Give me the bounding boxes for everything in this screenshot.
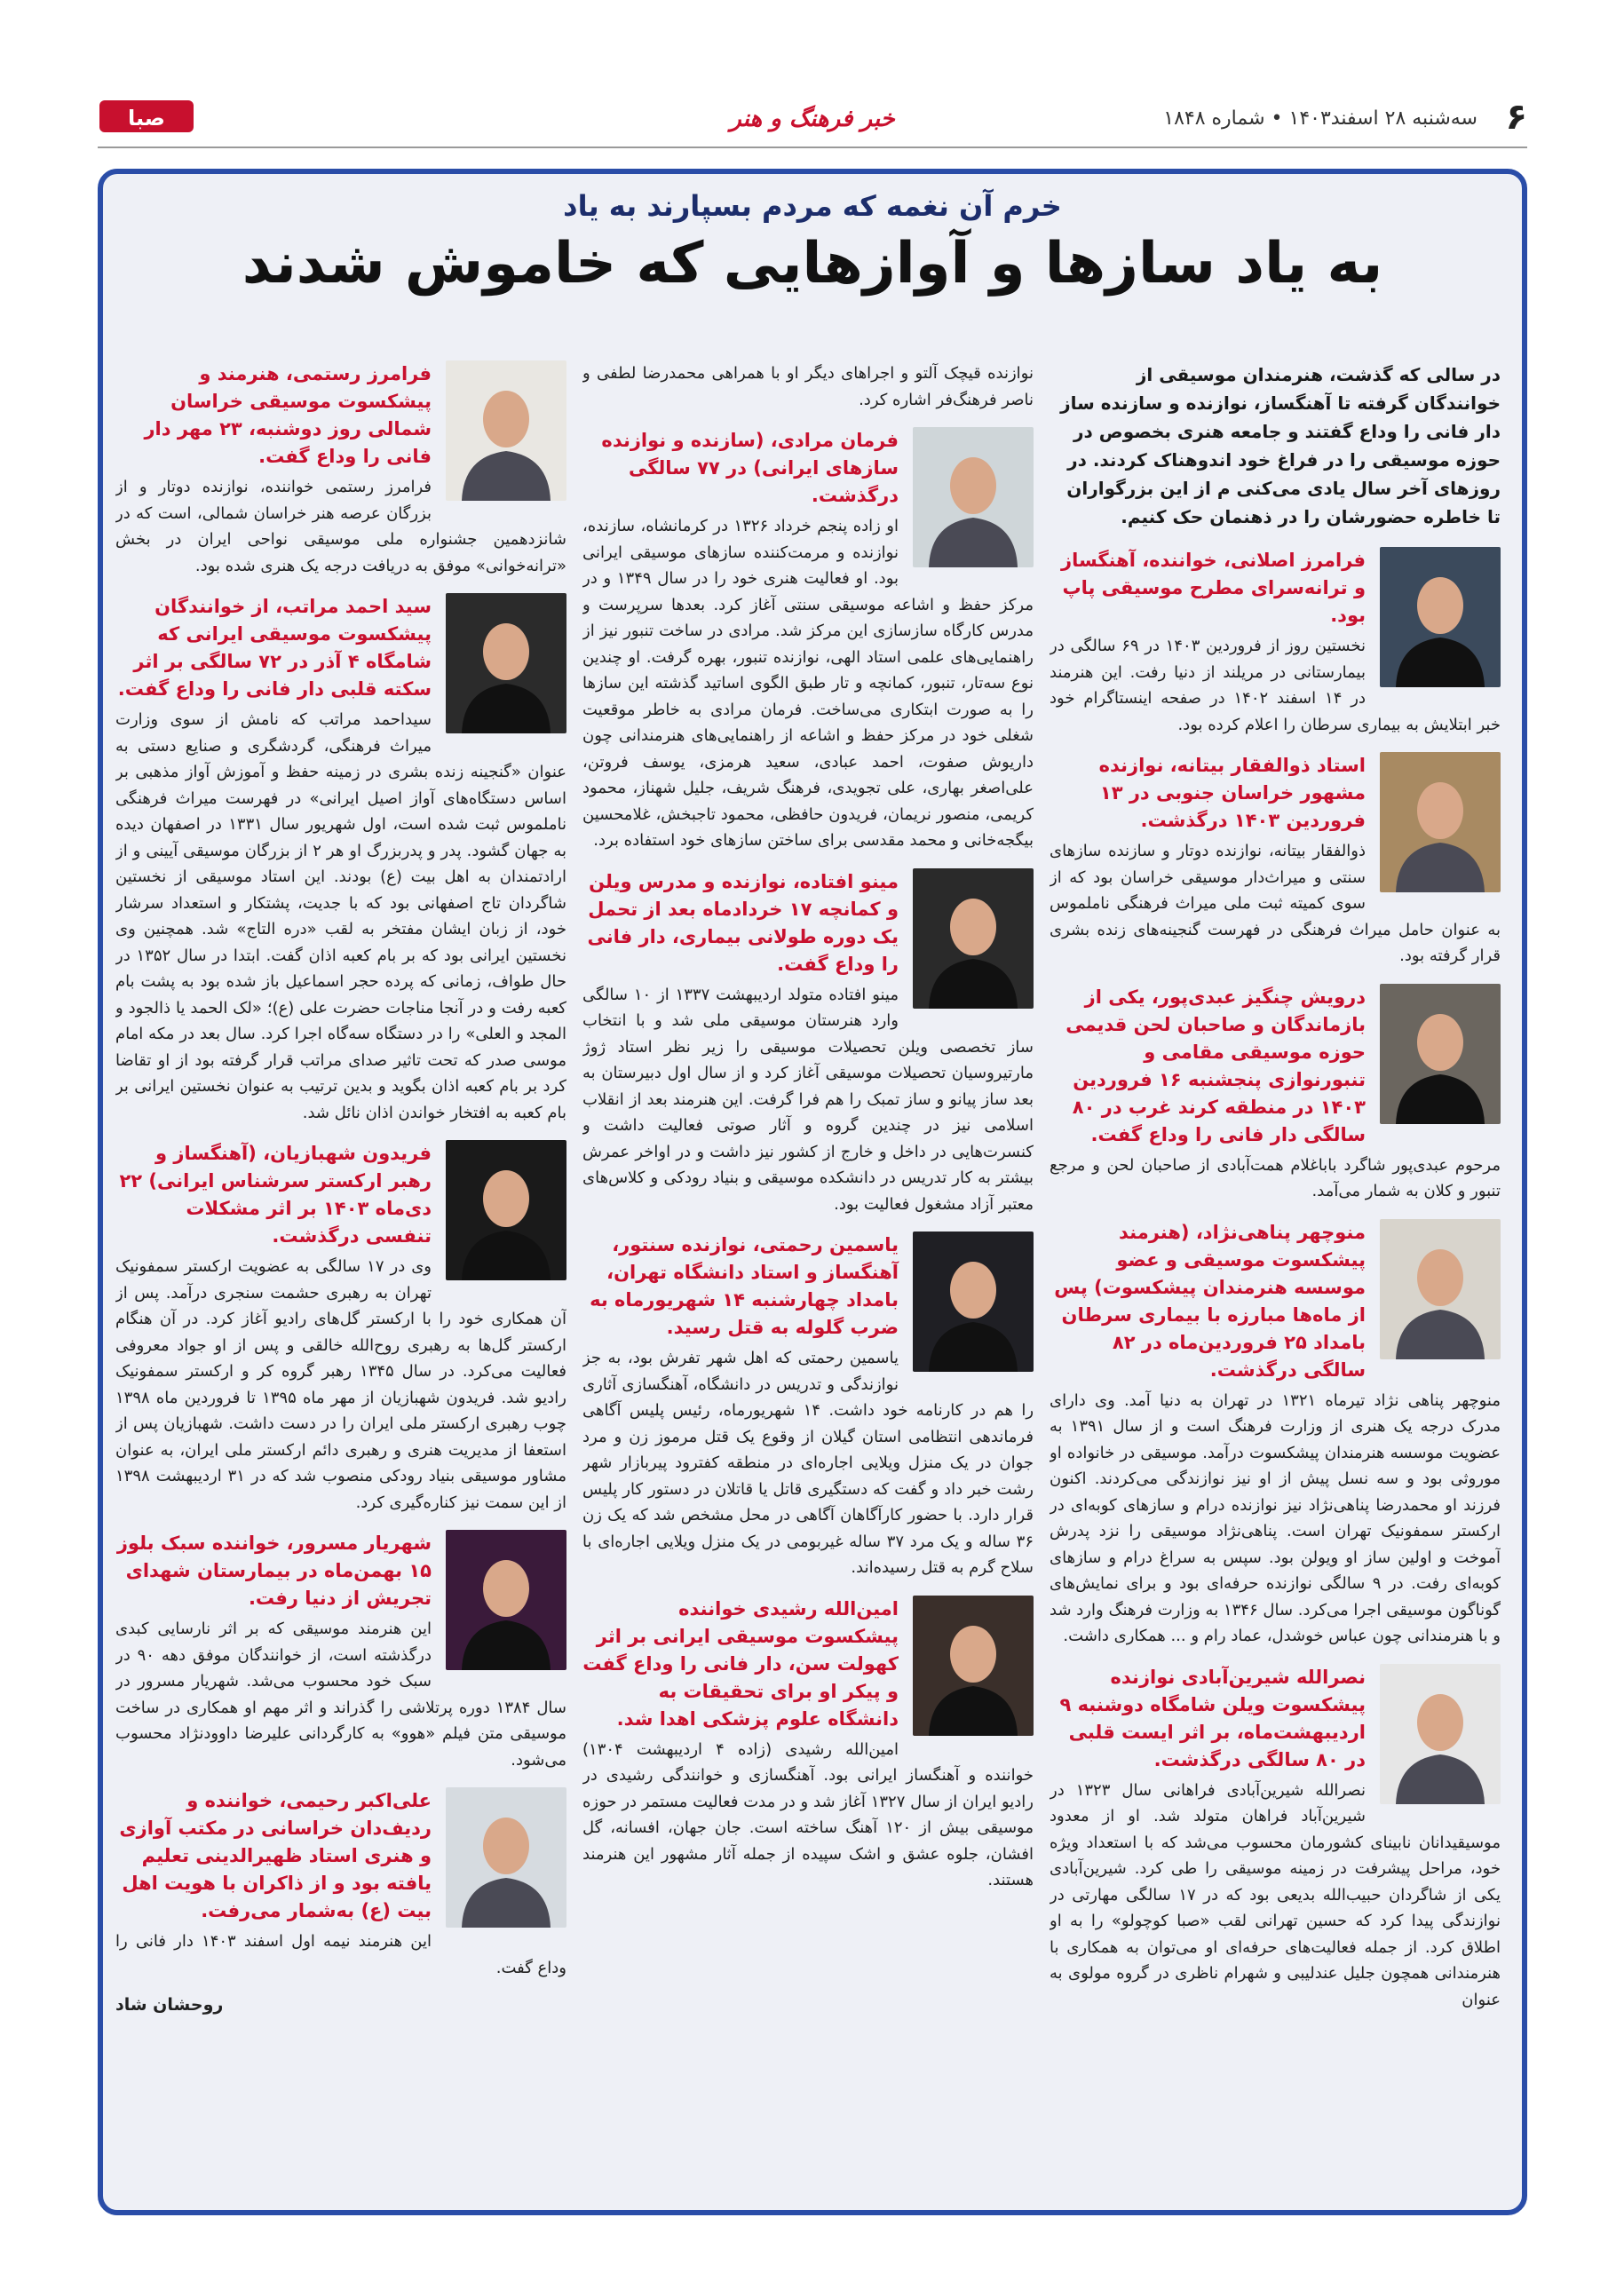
article-headline: به یاد سازها و آوازهایی که خاموش شدند (242, 231, 1383, 297)
newspaper-logo (98, 95, 195, 139)
column-right (1050, 360, 1501, 2203)
obituary-headline: سید احمد مراتب، از خوانندگان پیشکسوت موسیقی ایرانی که شامگاه ۴ آذر در ۷۲ سالگی بر اثر سکته قلبی دار فانی را وداع گفت. (117, 596, 432, 700)
page-number: ۶ (1505, 97, 1527, 138)
portrait-photo (446, 593, 566, 733)
column-middle (582, 360, 1034, 2203)
obituary-headline: نصرالله شیرین‌آبادی نوازنده پیشکسوت ویلن شامگاه دوشنبه ۹ اردیبهشت‌ماه، بر اثر ایست قلبی در ۸۰ سالگی درگذشت. (1059, 1666, 1366, 1770)
obituary-body: فرامرز رستمی خواننده، نوازنده دوتار و از بزرگان عرصه هنر خراسان شمالی، است که در شانزدهمین جشنواره ملی موسیقی نواحی ایران در بخش «ترانه‌خوانی» موفق به دریافت درجه یک هنری شده بود. (115, 478, 566, 575)
obituary-body: نخستین روز از فروردین ۱۴۰۳ در ۶۹ سالگی در بیمارستانی در مریلند از دنیا رفت. این هنرمند در ۱۴ اسفند ۱۴۰۲ در صفحه اینستاگرام خود خبر ابتلایش به بیماری سرطان را اعلام کرده بود. (1050, 637, 1501, 734)
obituary-body: وی در ۱۷ سالگی به عضویت ارکستر سمفونیک تهران به رهبری حشمت سنجری درآمد. پس از آن همکاری خود را با ارکستر گل‌های رادیو آغاز کرد. در آن هنگام ارکستر گل‌ها به رهبری روح‌الله خالقی و پس از او جواد معروفی فعالیت می‌کرد. در سال ۱۳۴۵ رهبر گروه کر و ارکستر سمفونیک رادیو شد. فریدون شهبازیان از مهر ماه ۱۳۹۵ تا فروردین ماه ۱۳۹۸ چوب رهبری ارکستر ملی ایران را در دست داشت. شهبازیان پس از استعفا از مدیریت هنری و رهبری دائم ارکستر ملی ایران، به عنوان مشاور موسیقی بنیاد رودکی منصوب شد که در ۳۱ اردیبهشت ۱۳۹۸ از این سمت نیز کناره‌گیری کرد. (115, 1257, 566, 1512)
obituary-item-right-2 (1050, 752, 1501, 970)
obituary-item-right-3 (1050, 984, 1501, 1205)
portrait-photo (913, 868, 1034, 1009)
obituary-headline: فرامرز رستمی، هنرمند و پیشکسوت موسیقی خراسان شمالی روز دوشنبه، ۲۳ مهر دار فانی را وداع گفت. (144, 363, 432, 467)
obituary-item-left-5 (115, 1787, 566, 1981)
issue-dateline: سه‌شنبه ۲۸ اسفند۱۴۰۳ • شماره ۱۸۴۸ (1163, 107, 1477, 130)
portrait-photo (913, 1596, 1034, 1736)
portrait-photo (446, 1787, 566, 1928)
article-frame (98, 169, 1527, 2215)
portrait-photo (1380, 984, 1501, 1124)
obituary-body: یاسمین رحمتی که اهل شهر تفرش بود، به جز نوازندگی و تدریس در دانشگاه، آهنگسازی آثاری را هم در کارنامه خود داشت. ۱۴ شهریورماه، رئیس پلیس آگاهی فرماندهی انتظامی استان گیلان از وقوع یک قتل مرموز زن و مرد جوان در یک منزل ویلایی اجاره‌ای در منطقه کفترود پیربازار شهر رشت خبر داد و گفت که دستگیری قاتل یا قاتلان در دستور کار پلیس قرار دارد. با حضور کارآگاهان آگاهی در محل مشخص شد که یک زن ۳۶ ساله و یک مرد ۳۷ ساله غیربومی در یک منزل ویلایی اجاره‌ای با سلاح گرم به قتل رسیده‌اند. (582, 1349, 1034, 1577)
obituary-body: سیداحمد مراتب که نامش از سوی وزارت میراث فرهنگی، گردشگری و صنایع دستی به عنوان «گنجینه زنده بشری در زمینه حفظ و آموزش آواز مذهبی بر اساس دستگاه‌های آواز اصیل ایرانی» در فهرست میراث فرهنگی ناملموس ثبت شده است، اول شهریور سال ۱۳۳۱ در اصفهان دیده به جهان گشود. پدر و پدربزرگ او هر ۲ از بزرگان موسیقی آیینی و از ارادتمندان به اهل بیت (ع) بودند. این استاد موسیقی از نخستین شاگردان تاج اصفهانی بود که با جدیت، پشتکار و استعداد سرشار خود، از زبان ایشان مفتخر به لقب «دره التاج» شد. همچنین وی نخستین ایرانی بود که بر بام کعبه اذان گفت. ابتدا در سال ۱۳۵۲ در حال طواف، زمانی که پرده حجر اسماعیل باز شده بود به پشت بام کعبه رفت و در آنجا مناجات حضرت علی (ع)؛ «لک الحمد یا ذالجود و المجد و العلی» را در دستگاه سه‌گاه اجرا کرد. سال بعد در مکه امام موسی صدر که تحت تاثیر صدای مراتب قرار گرفته بود از او تقاضا کرد بر بام کعبه اذان بگوید و بدین ترتیب به عنوان نخستین ایرانی بر بام کعبه به افتخار خواندن اذان نائل شد. (115, 710, 566, 1122)
column-left (115, 360, 566, 2203)
portrait-photo (1380, 752, 1501, 892)
obituary-item-middle-4 (582, 1232, 1034, 1581)
obituary-item-left-3 (115, 1140, 566, 1516)
obituary-headline: مینو افتاده، نوازنده و مدرس ویلن و کمانچه ۱۷ خردادماه بعد از تحمل یک دوره طولانی بیماری، دار فانی را وداع گفت. (587, 870, 899, 975)
obituary-body: نصرالله شیرین‌آبادی فراهانی سال ۱۳۲۳ در شیرین‌آباد فراهان متولد شد. او از معدود موسیقیدانان نابینای کشورمان محسوب می‌شد که با استعداد ویژه خود، مراحل پیشرفت در زمینه موسیقی را طی کرد. شیرین‌آبادی یکی از شاگردان حبیب‌الله بدیعی بود که در ۱۷ سالگی مهارتی در نوازندگی پیدا کرد که حسین تهرانی لقب «صبا کوچولو» را به او اطلاق کرد. از جمله فعالیت‌های حرفه‌ای او می‌توان به همکاری با هنرمندانی همچون جلیل عندلیبی و شهرام ناظری در گروه مولوی به عنوان (1050, 1780, 1501, 2009)
obituary-body: او زاده پنجم خرداد ۱۳۲۶ در کرمانشاه، سازنده، نوازنده و مرمت‌کننده سازهای موسیقی ایرانی بود. او فعالیت هنری خود را در سال ۱۳۴۹ و در مرکز حفظ و اشاعه موسیقی سنتی آغاز کرد. بعدها سرپرست و مدرس کارگاه سازسازی این مرکز شد. مرادی در ساخت تنبور نیز از راهنمایی‌های علمی استاد الهی، نوازنده تنبور، بهره گرفت. او چندین نوع سه‌تار، تنبور، کمانچه و تار طبق الگوی اساتید گذشته این سازها را به صورت ابتکاری می‌ساخت. فرمان مرادی به خاطر موقعیت شغلی خود در مرکز حفظ و اشاعه از راهنمایی‌های هنرمندانی چون داریوش صفوت، احمد عبادی، سعید هرمزی، یوسف فروتن، علی‌اصغر بهاری، علی تجویدی، فرهنگ شریف، جلیل شهناز، محمود کریمی، منصور نریمان، فریدون حافظی، محمود تاجبخش، غلامحسین بیگجه‌خانی و محمد مقدسی برای ساختن سازهای خود استفاده برد. (582, 517, 1034, 850)
portrait-photo (1380, 1219, 1501, 1359)
obituary-item-left-4 (115, 1530, 566, 1773)
obituary-headline: درویش چنگیز عبدی‌پور، یکی از بازماندگان و صاحبان لحن قدیمی حوزه موسیقی مقامی و تنبورنوازی پنجشنبه ۱۶ فروردین ۱۴۰۳ در منطقه کرند غرب در ۸۰ سالگی دار فانی را وداع گفت. (1066, 986, 1366, 1145)
portrait-photo (1380, 547, 1501, 687)
portrait-photo (1380, 1664, 1501, 1804)
obituary-item-left-1 (115, 360, 566, 579)
obituary-headline: فرامرز اصلانی، خواننده، آهنگساز و ترانه‌سرای مطرح موسیقی پاپ بود. (1061, 550, 1366, 626)
obituary-body: امین‌الله رشیدی (زاده ۴ اردیبهشت ۱۳۰۴) خواننده و آهنگساز ایرانی بود. آهنگسازی و خوانندگی رشیدی در رادیو ایران از سال ۱۳۲۷ آغاز شد و در مدت فعالیت مستمر در حوزه موسیقی بیش از ۱۲۰ آهنگ ساخته است. جان جهان، افسانه، گل افشان، جلوه عشق و اشک سپیده از جمله آثار مشهور این هنرمند هستند. (582, 1739, 1034, 1889)
column-right-items (1050, 547, 1501, 2013)
obituary-body: نوازنده قیچک آلتو و اجراهای دیگر او با همراهی محمدرضا لطفی و ناصر فرهنگ‌فر اشاره کرد. (582, 364, 1034, 409)
portrait-photo (446, 1530, 566, 1670)
portrait-photo (446, 360, 566, 501)
obituary-item-middle-5 (582, 1596, 1034, 1894)
portrait-photo (913, 427, 1034, 567)
obituary-headline: منوچهر پناهی‌نژاد، (هنرمند پیشکسوت موسیقی و عضو موسسه هنرمندان پیشکسوت) پس از ماه‌ها مبارزه با بیماری سرطان بامداد ۲۵ فروردین‌ماه در ۸۲ سالگی درگذشت. (1054, 1221, 1366, 1381)
article-kicker: خرم آن نغمه که مردم بسپارند به یاد (563, 189, 1062, 223)
obituary-item-left-2 (115, 593, 566, 1126)
logo-text: صبا (128, 106, 165, 131)
column-left-items (115, 360, 566, 1981)
obituary-headline: علی‌اکبر رحیمی، خواننده و ردیف‌دان خراسانی در مکتب آوازی و هنری استاد ظهیرالدینی تعلیم یافته بود و از ذاکران با هویت اهل بیت (ع) به‌شمار می‌رفت. (119, 1790, 432, 1921)
obituary-body: مینو افتاده متولد اردیبهشت ۱۳۳۷ از ۱۰ سالگی وارد هنرستان موسیقی ملی شد و با انتخاب ساز تخصصی ویلن تحصیلات موسیقی را زیر نظر استاد ژوژ مارتیروسیان تحصیلات موسیقی آغاز کرد و از سال اول دبیرستان به بعد ساز پیانو و ساز تمبک را هم فرا گرفت. این هنرمند بعد از انقلاب اسلامی نیز در چندین گروه و آثار صوتی فعالیت داشت و کنسرت‌هایی در داخل و خارج از کشور نیز داشت و در اواخر عمرش بیشتر به کار تدریس در دانشکده موسیقی و بنیاد رودکی و کلاس‌های معتبر آزاد مشغول فعالیت بود. (582, 985, 1034, 1214)
obituary-body: مرحوم عبدی‌پور شاگرد باباغلام همت‌آبادی از صاحبان لحن و مرجع تنبور و کلان به شمار می‌آمد. (1050, 1155, 1501, 1200)
obituary-headline: فریدون شهبازیان، (آهنگساز و رهبر ارکستر سرشناس ایرانی) ۲۲ دی‌ماه ۱۴۰۳ بر اثر مشکلات تنفسی درگذشت. (119, 1143, 432, 1247)
obituary-headline: شهریار مسرور، خواننده سبک بلوز ۱۵ بهمن‌ماه در بیمارستان شهدای تجریش از دنیا رفت. (116, 1532, 432, 1609)
obituary-item-middle-2 (582, 427, 1034, 854)
obituary-body: ذوالفقار بیتانه، نوازنده دوتار و سازنده سازهای سنتی و میراث‌دار موسیقی خراسان بود که از سوی کمیته ثبت ملی میراث فرهنگی ناملموس به عنوان حامل میراث فرهنگی در فهرست گنجینه‌های زنده بشری قرار گرفته بود. (1050, 842, 1501, 965)
article-title-area (103, 186, 1522, 302)
obituary-item-middle-3 (582, 868, 1034, 1218)
article-intro: در سالی که گذشت، هنرمندان موسیقی از خوانندگان گرفته تا آهنگساز، نوازنده و سازنده ساز دار فانی را وداع گفتند و جامعه هنری بخصوص در حوزه موسیقی را در فراغ خود اندوهناک کردند. در روزهای آخر سال یادی می‌کنی م از این بزرگواران تا خاطره حضورشان را در ذهنمان حک کنیم. (1060, 364, 1501, 527)
section-title: خبر فرهنگ و هنر (730, 106, 895, 132)
portrait-photo (446, 1140, 566, 1280)
page-header (98, 93, 1527, 148)
obituary-headline: استاد ذوالفقار بیتانه، نوازنده مشهور خراسان جنوبی در ۱۳ فروردین ۱۴۰۳ درگذشت. (1098, 755, 1366, 831)
obituary-body: این هنرمند نیمه اول اسفند ۱۴۰۳ دار فانی را وداع گفت. (115, 1932, 566, 1977)
obituary-headline: فرمان مرادی، (سازنده و نوازنده سازهای ایرانی) در ۷۷ سالگی درگذشت. (601, 430, 899, 506)
obituary-item-right-5 (1050, 1664, 1501, 2014)
portrait-photo (913, 1232, 1034, 1372)
obituary-item-right-1 (1050, 547, 1501, 738)
obituary-body: این هنرمند موسیقی که بر اثر نارسایی کبدی درگذشته است، از خوانندگان موفق دهه ۹۰ در سبک خود محسوب می‌شد. شهریار مسرور در سال ۱۳۸۴ دوره پرتلاشی را گذراند و اثر مهم او همکاری در ساخت موسیقی متن فیلم «هوو» به کارگردانی علیرضا داوودنژاد محسوب می‌شود. (115, 1620, 566, 1770)
obituary-item-middle-1 (582, 360, 1034, 413)
obituary-headline: امین‌الله رشیدی خواننده پیشکسوت موسیقی ایرانی بر اثر کهولت سن، دار فانی را وداع گفت و پیکر او برای تحقیقات به دانشگاه علوم پزشکی اهدا شد. (582, 1597, 899, 1730)
obituary-headline: یاسمین رحمتی، نوازنده سنتور، آهنگساز و استاد دانشگاه تهران، بامداد چهارشنبه ۱۴ شهریورماه به ضرب گلوله به قتل رسید. (590, 1234, 899, 1338)
obituary-body: منوچهر پناهی نژاد تیرماه ۱۳۲۱ در تهران به دنیا آمد. وی دارای مدرک درجه یک هنری از وزارت فرهنگ است و از سال ۱۳۹۱ به عضویت موسسه هنرمندان پیشکسوت درآمد. موسیقی در خانواده او موروثی بود و سه نسل پیش از او نیز نوازندگی می‌کردند. اکنون فرزند او محمدرضا پناهی‌نژاد نیز نوازنده درام و سازهای کوبه‌ای در ارکستر سمفونیک تهران است. پناهی‌نژاد موسیقی را نزد پدرش آموخت و اولین ساز او ویولن بود. سپس به سراغ درام و سازهای کوبه‌ای رفت. در ۹ سالگی نوازنده حرفه‌ای بود و برای نمایش‌های گوناگون موسیقی اجرا می‌کرد. سال ۱۳۴۶ به وزارت فرهنگ وارد شد و با هنرمندانی چون عباس خوشدل، عماد رام و ... همکاری داشت. (1050, 1390, 1501, 1645)
column-middle-items (582, 360, 1034, 1894)
obituary-item-right-4 (1050, 1219, 1501, 1650)
article-byline: روحشان شاد (115, 1995, 224, 2015)
